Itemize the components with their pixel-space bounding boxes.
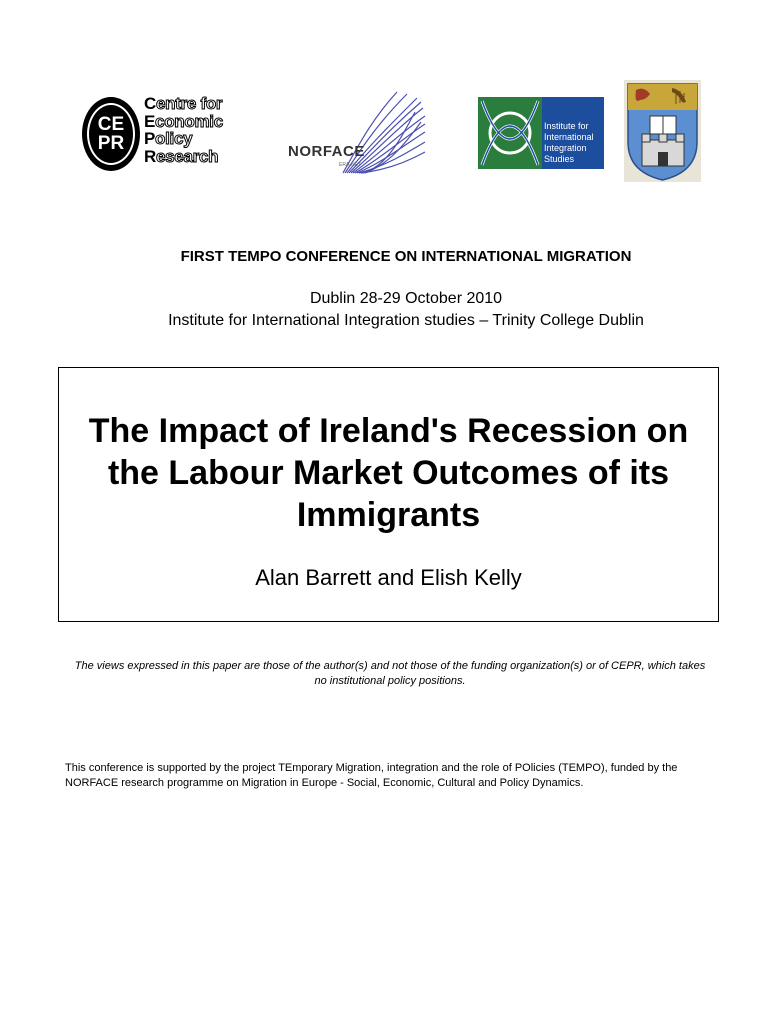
cepr-word: olicy (155, 129, 193, 148)
conference-date: Dublin 28-29 October 2010 (309, 290, 503, 307)
paper-authors: Alan Barrett and Elish Kelly (255, 565, 522, 590)
iiis-name (544, 121, 594, 165)
iiis-name-line: Institute for (544, 121, 589, 131)
cepr-initial: E (144, 111, 156, 131)
iiis-name-line: International (544, 132, 594, 142)
cepr-logo (78, 95, 253, 177)
cepr-initial: C (144, 94, 156, 113)
norface-subtitle: ERA-NET (339, 162, 361, 168)
disclaimer: The views expressed in this paper are those of the author(s) and not those of the funding organization(s) or of CEPR, which takes no institutional policy positions. (74, 660, 706, 687)
paper-title-box (58, 367, 719, 622)
cepr-word: esearch (155, 146, 219, 166)
conference-title: FIRST TEMPO CONFERENCE ON INTERNATIONAL MIGRATION (180, 248, 632, 265)
cepr-word: conomic (155, 111, 223, 131)
norface-name: NORFACE (288, 143, 365, 160)
iiis-emblem-icon (478, 97, 542, 169)
support-statement: This conference is supported by the project TEmporary Migration, integration and the role of POlicies (TEMPO), funded by the NORFACE research programme on Migration in Europe - Social, Economic, Cultural and Policy Dynamics. (65, 762, 678, 789)
cepr-wordmark (144, 95, 223, 165)
cepr-initial: R (144, 146, 156, 166)
cepr-mark-line: CE (97, 114, 125, 135)
trinity-crest-icon (624, 80, 701, 182)
iiis-name-line: Integration (544, 143, 587, 153)
cepr-word: entre for (155, 94, 223, 113)
conference-venue: Institute for International Integration studies – Trinity College Dublin (168, 312, 644, 329)
paper-title: The Impact of Ireland's Recession on the Labour Market Outcomes of its Immigrants (88, 412, 689, 534)
cepr-initial: P (144, 129, 156, 148)
norface-logo (282, 88, 432, 183)
iiis-name-line: Studies (544, 154, 575, 164)
iiis-logo (478, 97, 604, 169)
cepr-mark (82, 97, 140, 171)
cepr-mark-line: PR (97, 133, 125, 154)
